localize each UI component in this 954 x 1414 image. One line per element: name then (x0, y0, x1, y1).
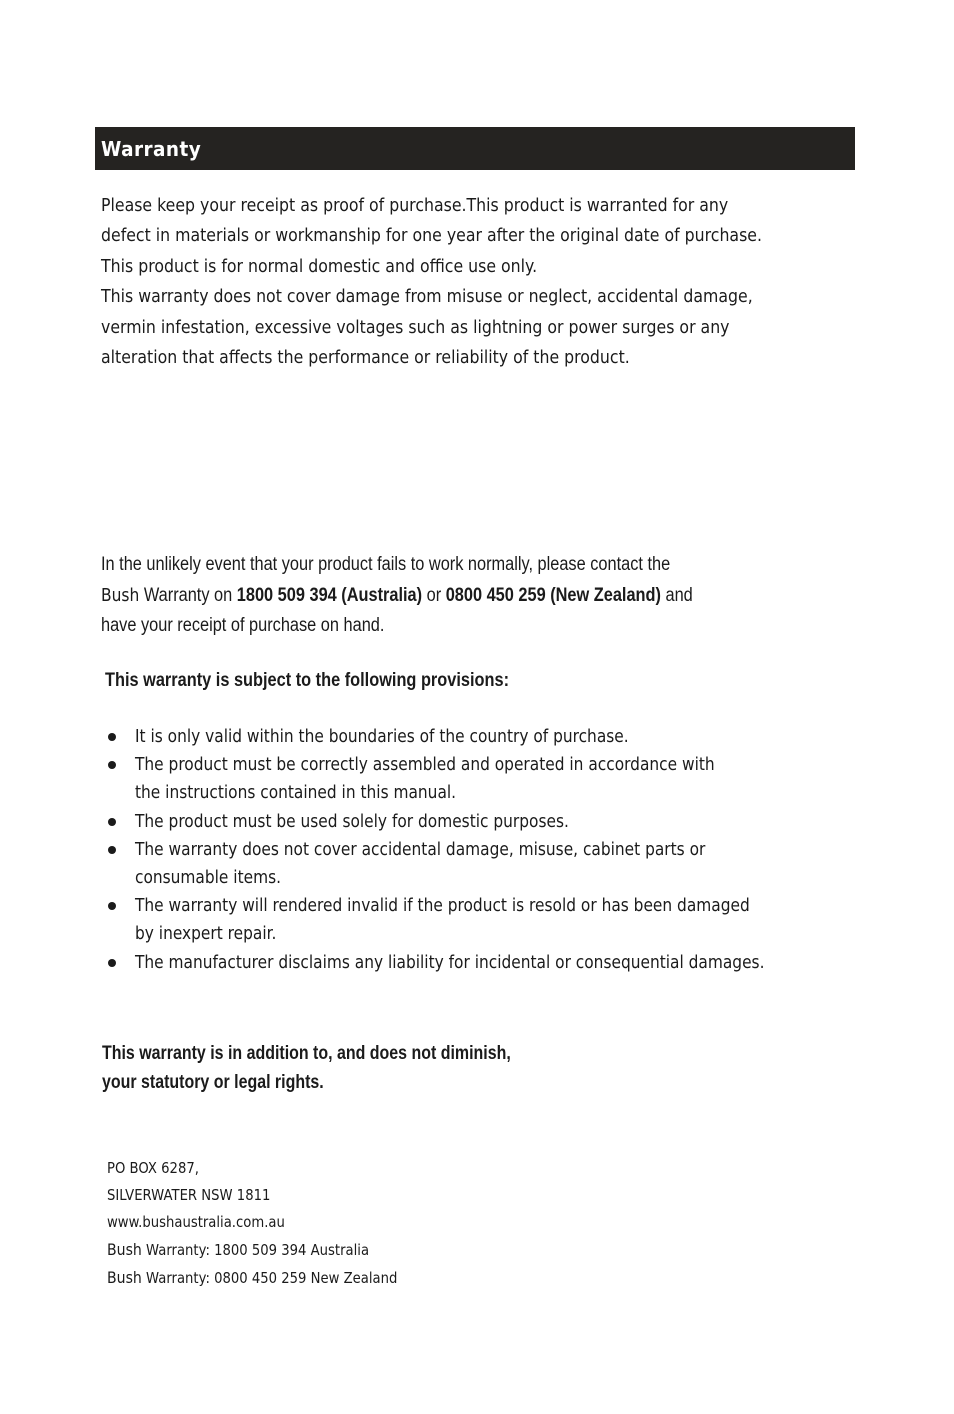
intro-line: vermin infestation, excessive voltages such as lightning or power surges or any (101, 317, 730, 338)
provisions-heading: This warranty is subject to the following provisions: (105, 670, 510, 691)
list-item-text (135, 808, 856, 836)
phone-new-zealand: 0800 450 259 (New Zealand) (445, 584, 661, 606)
list-item-line: The product must be used solely for domestic purposes. (135, 811, 569, 832)
website-link[interactable]: www.bushaustralia.com.au (107, 1213, 285, 1231)
list-item (0, 751, 954, 807)
list-item-line: The product must be correctly assembled and operated in accordance with (135, 755, 715, 776)
contact-phone-line (101, 581, 806, 612)
list-item-line: The manufacturer disclaims any liability for incidental or consequential damages. (135, 952, 765, 973)
list-item (0, 836, 954, 892)
warranty-on-text: Warranty on (139, 584, 237, 606)
page-title: Warranty (101, 136, 202, 161)
bullet-icon (108, 846, 116, 854)
contact-paragraph (101, 550, 806, 642)
list-item-text (135, 892, 856, 948)
contact-line: In the unlikely event that your product fails to work normally, please contact the (101, 554, 671, 575)
po-box: PO BOX 6287, (107, 1159, 199, 1177)
contact-line: have your receipt of purchase on hand. (101, 615, 385, 636)
intro-line: Please keep your receipt as proof of purchase.This product is warranted for any (101, 196, 729, 216)
bullet-icon (108, 902, 116, 910)
statutory-line: This warranty is in addition to, and does not diminish, (102, 1043, 511, 1064)
list-item-text (135, 949, 856, 977)
new-zealand-warranty-line (107, 1264, 397, 1292)
phone-australia: 1800 509 394 (Australia) (236, 584, 423, 606)
bullet-icon (108, 733, 116, 741)
australia-warranty-line (107, 1236, 397, 1264)
list-item-line: by inexpert repair. (135, 924, 277, 945)
intro-line: defect in materials or workmanship for one year after the original date of purchase. (101, 226, 762, 247)
brand-name: Bush (107, 1240, 142, 1259)
list-item-line: The warranty will rendered invalid if the product is resold or has been damaged (135, 896, 750, 917)
brand-name: Bush (101, 584, 140, 606)
list-item-text (135, 751, 856, 807)
list-item-line: consumable items. (135, 868, 282, 889)
bullet-icon (108, 959, 116, 967)
city-line: SILVERWATER NSW 1811 (107, 1186, 271, 1204)
address-block (107, 1155, 397, 1292)
bullet-icon (108, 818, 116, 826)
list-item-text (135, 723, 856, 751)
intro-line: alteration that affects the performance or reliability of the product. (101, 348, 630, 369)
australia-warranty-text: Warranty: 1800 509 394 Australia (141, 1241, 370, 1259)
statutory-rights-note (102, 1039, 511, 1097)
or-text: or (422, 584, 446, 606)
intro-paragraph (101, 191, 785, 373)
new-zealand-warranty-text: Warranty: 0800 450 259 New Zealand (141, 1269, 398, 1287)
intro-line: This warranty does not cover damage from misuse or neglect, accidental damage, (101, 287, 753, 308)
provisions-list (0, 723, 954, 977)
list-item-line: It is only valid within the boundaries of the country of purchase. (135, 727, 629, 747)
list-item-text (135, 836, 856, 892)
statutory-line: your statutory or legal rights. (102, 1072, 324, 1093)
section-header-bar (95, 127, 855, 170)
intro-line: This product is for normal domestic and office use only. (101, 256, 538, 277)
brand-name: Bush (107, 1268, 142, 1287)
bullet-icon (108, 761, 116, 769)
list-item (0, 723, 954, 751)
list-item (0, 808, 954, 836)
list-item (0, 949, 954, 977)
list-item-line: the instructions contained in this manual. (135, 783, 457, 804)
list-item-line: The warranty does not cover accidental damage, misuse, cabinet parts or (135, 839, 706, 860)
and-text: and (660, 584, 693, 606)
list-item (0, 892, 954, 948)
